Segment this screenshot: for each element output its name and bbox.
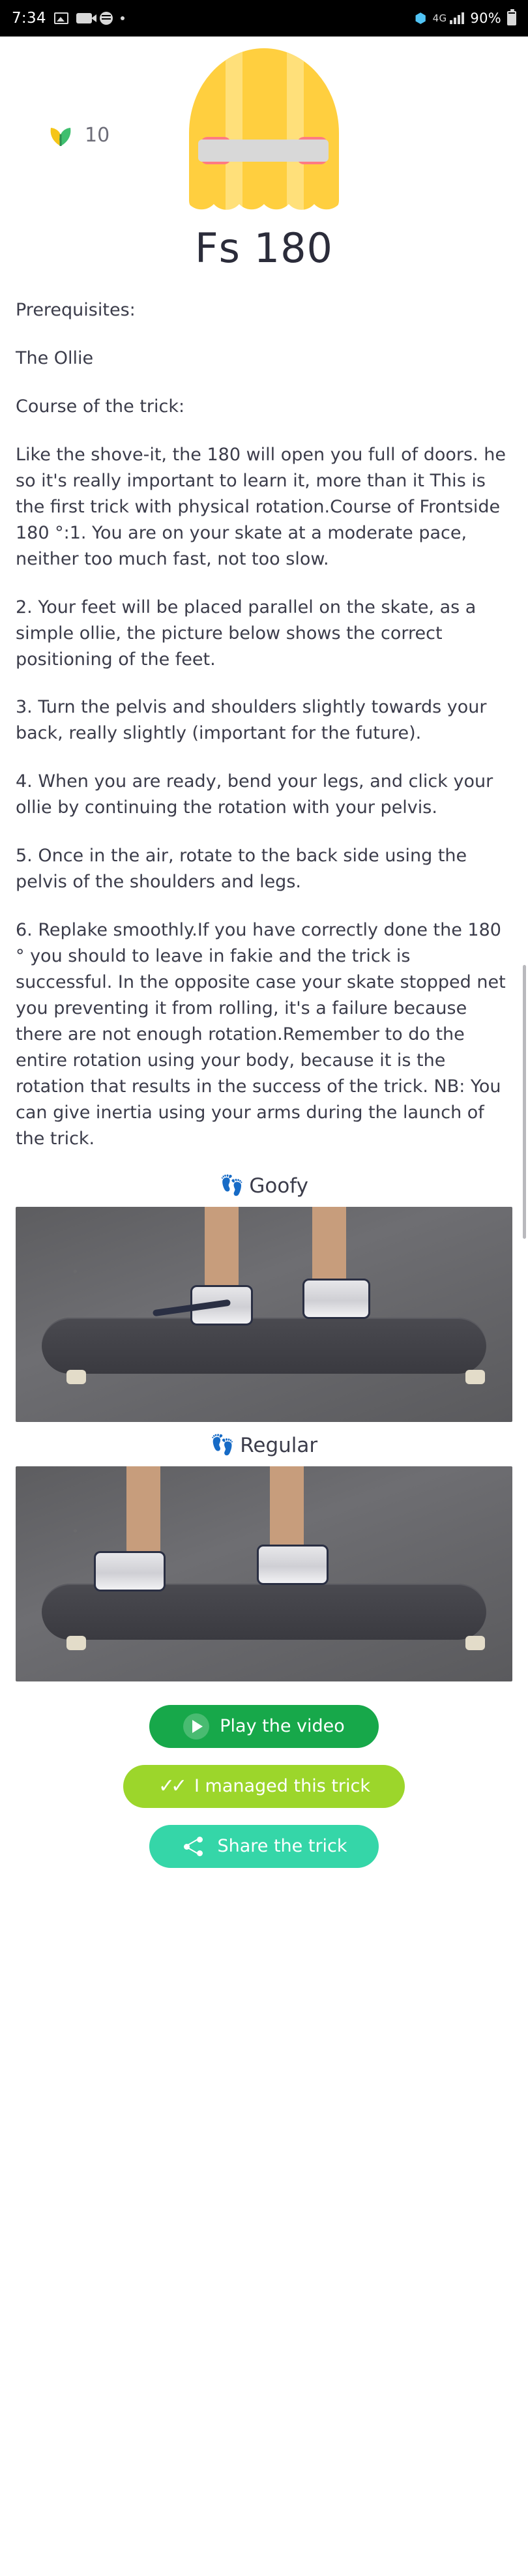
play-video-label: Play the video [220, 1716, 345, 1737]
status-bar [0, 0, 528, 37]
status-time: 7:34 [12, 10, 46, 27]
ghost-mascot-icon [189, 48, 339, 218]
network-label: 4G [432, 12, 447, 24]
leaf-badge-icon [46, 120, 76, 150]
play-video-button[interactable] [149, 1705, 379, 1748]
footprints-icon: 👣 [210, 1434, 235, 1457]
signal-icon [450, 12, 464, 24]
battery-percent: 90% [470, 10, 501, 26]
paragraph-5: 5. Once in the air, rotate to the back side using the pelvis of the shoulders and legs. [16, 846, 467, 893]
spotify-icon [100, 12, 113, 25]
managed-trick-label: I managed this trick [194, 1776, 371, 1797]
share-icon [181, 1833, 207, 1859]
stance-name-goofy: Goofy [249, 1174, 309, 1198]
status-bar-left [12, 10, 125, 27]
course-label: Course of the trick: [16, 396, 185, 417]
stance-label-regular [0, 1434, 528, 1457]
camera-icon [76, 13, 92, 23]
share-trick-label: Share the trick [217, 1836, 347, 1857]
skateboard-regular-stance-photo [16, 1466, 512, 1681]
paragraph-6: 6. Replake smoothly.If you have correctly done the 180 ° you should to leave in fakie and the trick is successful. In the opposite case your skate stopped net you preventing it from rolling, it's a failure because there are not enough rotation.Remember to do the entire rotation using your body, because it is the rotation that results in the success of the trick. NB: You can give inertia using your arms during the launch of the trick. [16, 920, 506, 1149]
paragraph-3: 3. Turn the pelvis and shoulders slightly towards your back, really slightly (important for the future). [16, 697, 487, 744]
bluetooth-icon: ⬢ [415, 10, 427, 26]
dot-icon [121, 16, 125, 20]
skateboard-goofy-stance-photo [16, 1207, 512, 1422]
paragraph-1: Like the shove-it, the 180 will open you full of doors. he so it's really important to learn it, more than it This is the first trick with physical rotation.Course of Frontside 180 °:1. You are on your skate at a moderate pace, neither too much fast, not too slow. [16, 444, 506, 569]
action-buttons [0, 1688, 528, 1894]
play-icon [183, 1713, 209, 1740]
score-badge [46, 120, 110, 150]
scrollbar[interactable] [523, 965, 526, 1239]
prerequisites-label: Prerequisites: [16, 300, 136, 320]
page-title: Fs 180 [194, 224, 333, 272]
paragraph-2: 2. Your feet will be placed parallel on the skate, as a simple ollie, the picture below shows the correct positioning of the feet. [16, 597, 477, 670]
footprints-icon: 👣 [219, 1174, 244, 1198]
photo-icon [54, 12, 68, 24]
double-check-icon: ✓✓ [158, 1774, 184, 1798]
paragraph-4: 4. When you are ready, bend your legs, and click your ollie by continuing the rotation with your pelvis. [16, 771, 493, 818]
prerequisite-item: The Ollie [16, 348, 94, 368]
stance-name-regular: Regular [240, 1433, 318, 1457]
header-area [0, 37, 528, 297]
managed-trick-button[interactable] [123, 1765, 405, 1808]
stance-label-goofy [0, 1174, 528, 1198]
status-bar-right [415, 10, 516, 26]
battery-icon [507, 11, 516, 25]
article-body [0, 297, 528, 1152]
share-trick-button[interactable] [149, 1825, 379, 1868]
score-value: 10 [85, 123, 110, 147]
